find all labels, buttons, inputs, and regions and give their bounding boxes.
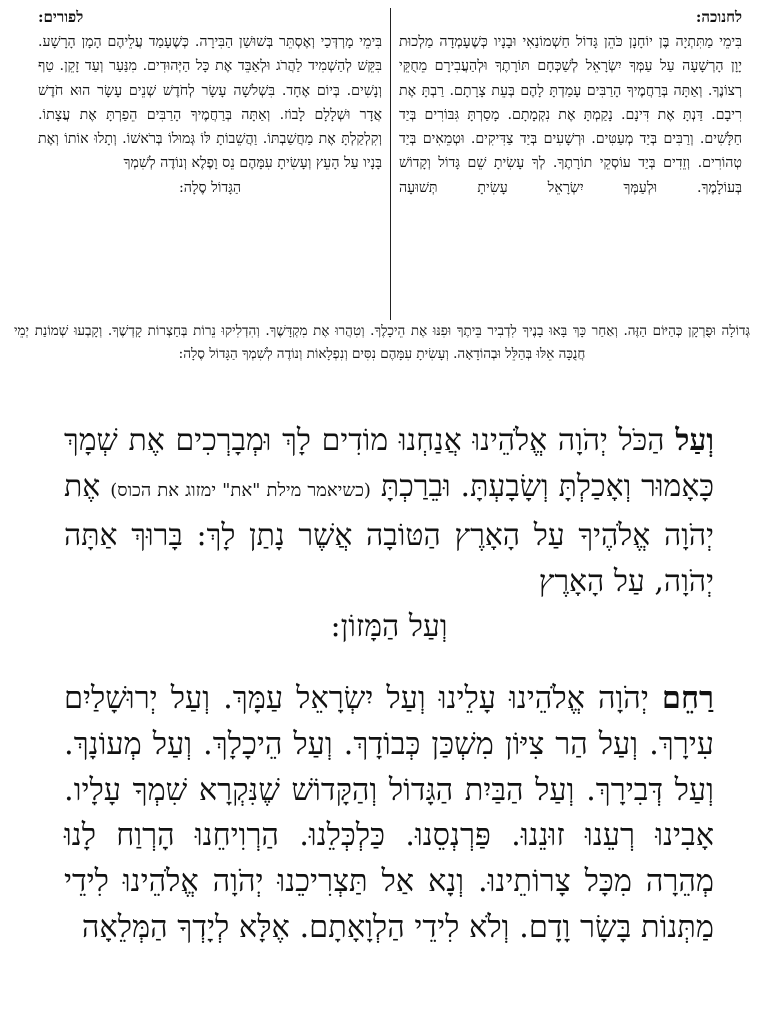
- chanukah-text: בִּימֵי מַתִּתְיָה בֶּן יוֹחָנָן כֹּהֵן גָּדוֹל חַשְׁמוֹנַאִי וּבָנָיו כְּשֶׁעָמְדָה מַלְכוּת יָוָן הָרְשָׁעָה עַל עַמְּךָ יִשְׂרָאֵל לְשַׁכְּחָם תּוֹרָתֶךָ וּלְהַעֲבִירָם מֵחֻקֵּי רְצוֹנֶךָ. וְאַתָּה בְּרַחֲמֶיךָ הָרַבִּים עָמַדְתָּ לָהֶם בְּעֵת צָרָתָם. רַבְתָּ אֶת רִיבָם. דַּנְתָּ אֶת דִּינָם. נָקַמְתָּ אֶת נִקְמָתָם. מָסַרְתָּ גִּבּוֹרִים בְּיַד חַלָּשִׁים. וְרַבִּים בְּיַד מְעַטִּים. וּרְשָׁעִים בְּיַד צַדִּיקִים. וּטְמֵאִים בְּיַד טְהוֹרִים. וְזֵדִים בְּיַד עוֹסְקֵי תוֹרָתֶךָ. לְךָ עָשִׂיתָ שֵׁם גָּדוֹל וְקָדוֹשׁ בְּעוֹלָמֶךָ. וּלְעַמְּךָ יִשְׂרָאֵל עָשִׂיתָ תְּשׁוּעָה: [399, 34, 742, 196]
- rachem-paragraph: [64, 676, 714, 951]
- chanukah-heading: לחנוכה:: [695, 8, 742, 26]
- veal-hakol-text-b: אֶת יְהֹוָה אֱלֹהֶיךָ עַל הָאָרֶץ הַטּוֹבָה אֲשֶׁר נָתַן לָךְ: בָּרוּךְ אַתָּה יְהֹוָה, עַל הָאָרֶץ: [64, 468, 714, 599]
- veal-hamazon-closing: וְעַל הַמָּזוֹן:: [330, 609, 448, 644]
- holiday-inserts: [14, 8, 750, 320]
- pouring-instruction-note: (כשיאמר מילת "את" ימזוג את הכוס): [110, 479, 371, 501]
- purim-heading: לפורים:: [38, 8, 84, 26]
- purim-text: בִּימֵי מָרְדְּכַי וְאֶסְתֵּר בְּשׁוּשַׁן הַבִּירָה. כְּשֶׁעָמַד עֲלֵיהֶם הָמָן הָרָשָׁע. בִּקֵּשׁ לְהַשְׁמִיד לַהֲרֹג וּלְאַבֵּד אֶת כָּל הַיְּהוּדִים. מִנַּעַר וְעַד זָקֵן. טַף וְנָשִׁים. בְּיוֹם אֶחָד. בִּשְׁלֹשָׁה עָשָׂר לְחֹדֶשׁ שְׁנֵים עָשָׂר הוּא חֹדֶשׁ אֲדָר וּשְׁלָלָם לָבוֹז. וְאַתָּה בְּרַחֲמֶיךָ הָרַבִּים הֵפַרְתָּ אֶת עֲצָתוֹ. וְקִלְקַלְתָּ אֶת מַחֲשַׁבְתּוֹ. וַהֲשֵׁבוֹתָ לּוֹ גְּמוּלוֹ בְּרֹאשׁוֹ. וְתָלוּ אוֹתוֹ וְאֶת בָּנָיו עַל הָעֵץ וְעָשִׂיתָ עִמָּהֶם נֵס וָפֶלֶא וְנוֹדֶה לְשִׁמְךָ: [38, 34, 382, 172]
- purim-signoff: הַגָּדוֹל סֶלָה:: [178, 179, 242, 196]
- veal-hakol-paragraph: [64, 418, 714, 650]
- veal-hakol-text-a: הַכֹּל יְהֹוָה אֱלֹהֵינוּ אֲנַחְנוּ מוֹדִים לָךְ וּמְבָרְכִים אֶת שְׁמָךְ כָּאָמוּר וְאָכַלְתָּ וְשָׂבָעְתָּ. וּבֵרַכְתָּ: [64, 423, 714, 504]
- chanukah-column: [390, 8, 750, 320]
- rachem-lead-word: רַחֵם: [661, 680, 714, 716]
- chanukah-continuation: גְּדוֹלָה וּפֻרְקָן כְּהַיּוֹם הַזֶּה. וְאַחַר כָּךְ בָּאוּ בָנֶיךָ לִדְבִיר בֵּיתֶךָ וּפִנּוּ אֶת הֵיכָלֶךָ. וְטִהֲרוּ אֶת מִקְדָּשֶׁךָ. וְהִדְלִיקוּ נֵרוֹת בְּחַצְרוֹת קָדְשֶׁךָ. וְקָבְעוּ שְׁמוֹנַת יְמֵי חֲנֻכָּה אֵלּוּ בְּהַלֵּל וּבְהוֹדָאָה. וְעָשִׂיתָ עִמָּהֶם נִסִּים וְנִפְלָאוֹת וְנוֹדֶה לְשִׁמְךָ הַגָּדוֹל סֶלָה:: [14, 323, 750, 362]
- purim-column: [30, 8, 390, 320]
- veal-hakol-lead-word: וְעַל: [675, 423, 714, 458]
- rachem-text: יְהֹוָה אֱלֹהֵינוּ עָלֵינוּ וְעַל יִשְׂרָאֵל עַמָּךְ. וְעַל יְרוּשָׁלַיִם עִירָךְ. וְעַל הַר צִיּוֹן מִשְׁכַּן כְּבוֹדָךְ. וְעַל הֵיכָלָךְ. וְעַל מְעוֹנָךְ. וְעַל דְּבִירָךְ. וְעַל הַבַּיִת הַגָּדוֹל וְהַקָּדוֹשׁ שֶׁנִּקְרָא שִׁמְךָ עָלָיו. אָבִינוּ רְעֵנוּ זוּנֵנוּ. פַּרְנְסֵנוּ. כַּלְכְּלֵנוּ. הַרְוִיחֵנוּ הָרְוַח לָנוּ מְהֵרָה מִכָּל צָרוֹתֵינוּ. וְנָא אַל תַּצְרִיכֵנוּ יְהֹוָה אֱלֹהֵינוּ לִידֵי מַתְּנוֹת בָּשָׂר וָדָם. וְלֹא לִידֵי הַלְוָאָתָם. אֶלָּא לְיָדְךָ הַמְּלֵאָה: [64, 681, 714, 945]
